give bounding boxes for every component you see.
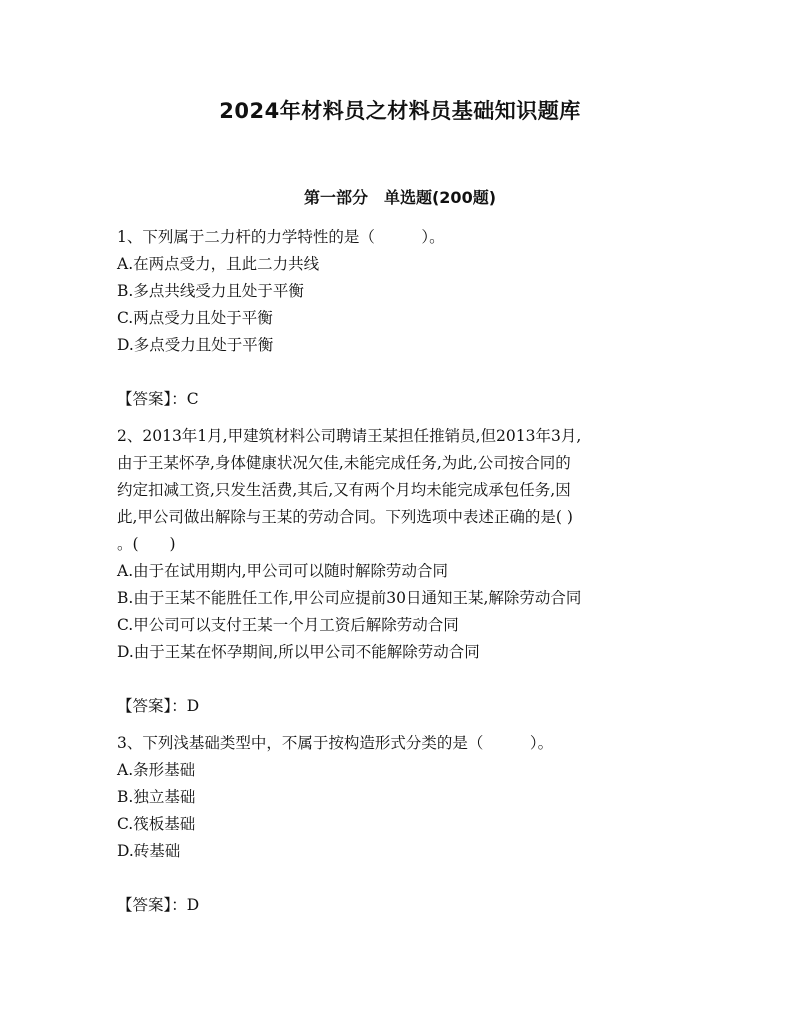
option-c: C.筏板基础	[117, 815, 196, 833]
question-1	[117, 224, 687, 359]
question-stem-line: 此,甲公司做出解除与王某的劳动合同。下列选项中表述正确的是( )	[117, 508, 573, 526]
answer-1: 【答案】：C	[117, 390, 199, 408]
question-stem: 3、下列浅基础类型中，不属于按构造形式分类的是（ ）。	[117, 734, 554, 752]
option-b: B.独立基础	[117, 788, 196, 806]
option-b: B.由于王某不能胜任工作,甲公司应提前30日通知王某,解除劳动合同	[117, 589, 582, 607]
question-stem-line: 约定扣减工资,只发生活费,其后,又有两个月均未能完成承包任务,因	[117, 481, 571, 499]
option-c: C.甲公司可以支付王某一个月工资后解除劳动合同	[117, 616, 459, 634]
option-a: A.在两点受力，且此二力共线	[117, 255, 320, 273]
document-title: 2024年材料员之材料员基础知识题库	[219, 99, 581, 123]
option-c: C.两点受力且处于平衡	[117, 309, 273, 327]
option-a: A.条形基础	[117, 761, 196, 779]
option-a: A.由于在试用期内,甲公司可以随时解除劳动合同	[117, 562, 449, 580]
section-heading: 第一部分 单选题(200题)	[303, 188, 497, 207]
answer-3: 【答案】：D	[117, 896, 200, 914]
option-d: D.由于王某在怀孕期间,所以甲公司不能解除劳动合同	[117, 643, 480, 661]
question-2	[117, 423, 687, 666]
question-3	[117, 730, 687, 865]
option-d: D.多点受力且处于平衡	[117, 336, 274, 354]
option-d: D.砖基础	[117, 842, 181, 860]
question-stem: 1、下列属于二力杆的力学特性的是（ ）。	[117, 228, 445, 246]
answer-2: 【答案】：D	[117, 697, 200, 715]
option-b: B.多点共线受力且处于平衡	[117, 282, 304, 300]
question-stem-line: 由于王某怀孕,身体健康状况欠佳,未能完成任务,为此,公司按合同的	[117, 454, 571, 472]
question-list	[117, 224, 687, 919]
question-stem-line: 。( )	[117, 535, 176, 553]
question-stem-line: 2、2013年1月,甲建筑材料公司聘请王某担任推销员,但2013年3月,	[117, 427, 582, 445]
